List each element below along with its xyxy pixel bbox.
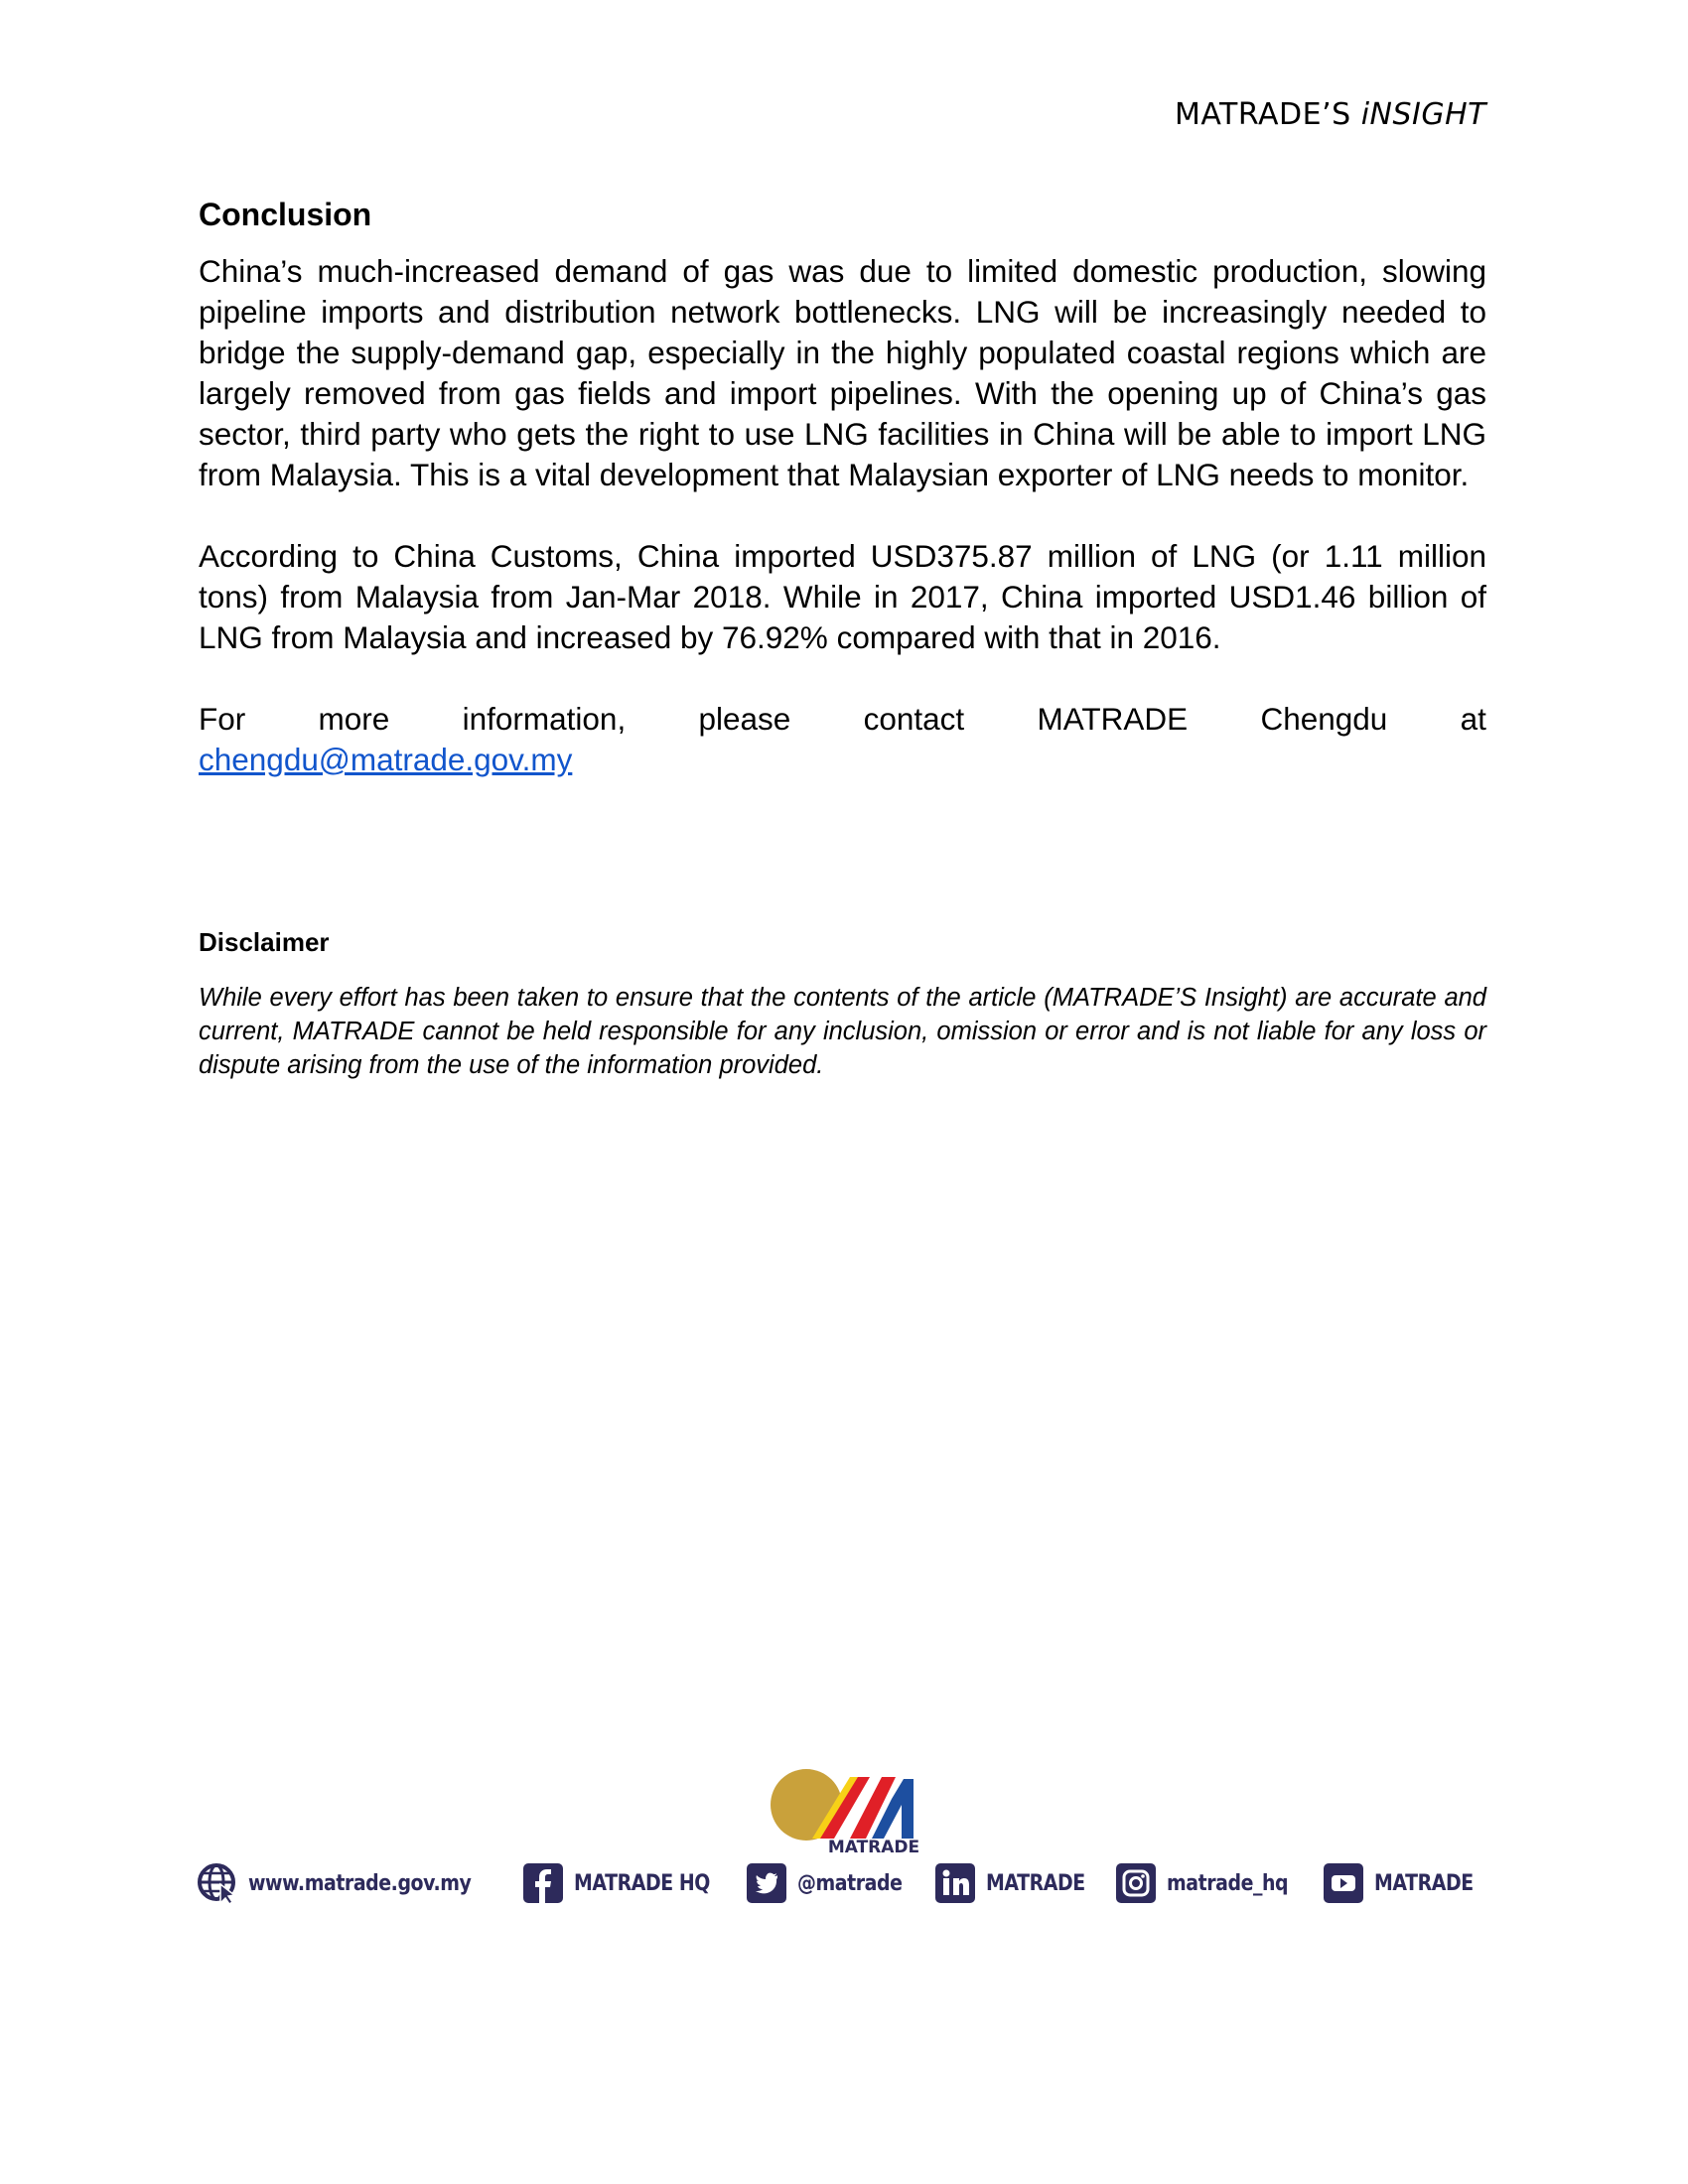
globe-icon [197, 1862, 238, 1904]
contact-word: please [698, 701, 791, 737]
facebook-label: MATRADE HQ [573, 1870, 710, 1896]
conclusion-section [199, 197, 1486, 780]
contact-email-link[interactable]: chengdu@matrade.gov.my [199, 742, 573, 777]
contact-info [199, 699, 1486, 780]
instagram-icon [1115, 1862, 1157, 1904]
contact-word: Chengdu [1260, 701, 1388, 737]
conclusion-heading: Conclusion [199, 197, 372, 232]
matrade-logo [765, 1765, 933, 1854]
footer-facebook[interactable] [522, 1862, 732, 1904]
matrade-logo-icon [765, 1765, 933, 1854]
youtube-icon [1323, 1862, 1364, 1904]
logo-text: MATRADE [827, 1838, 920, 1854]
contact-word: at [1460, 701, 1486, 737]
linkedin-icon [934, 1862, 976, 1904]
contact-word: more [318, 701, 390, 737]
contact-word: MATRADE [1037, 701, 1189, 737]
footer-youtube[interactable] [1323, 1862, 1489, 1904]
youtube-label: MATRADE [1373, 1870, 1474, 1896]
conclusion-paragraph-1: China’s much-increased demand of gas was due to limited domestic production, slowing pipeline imports and distribution network bottlenecks. LNG will be increasingly needed to bridge the supply-demand gap, especially in the highly populated coastal regions which are largely removed from gas fields and import pipelines. With the opening up of China’s gas sector, third party who gets the right to use LNG facilities in China will be able to import LNG from Malaysia. This is a vital development that Malaysian exporter of LNG needs to monitor. [199, 253, 1486, 492]
footer-website[interactable] [197, 1862, 507, 1904]
page-header [1175, 97, 1486, 132]
twitter-icon [746, 1862, 787, 1904]
website-label: www.matrade.gov.my [248, 1870, 472, 1896]
header-prefix: MATRADE’S [1174, 97, 1361, 132]
header-insight: iNSIGHT [1360, 97, 1486, 132]
disclaimer-text: While every effort has been taken to ensure that the contents of the article (MATRADE’S Insight) are accurate and current, MATRADE cannot be held responsible for any inclusion, omission or error and is not liable for any loss or dispute arising from the use of the information provided. [199, 984, 1486, 1079]
twitter-label: @matrade [797, 1870, 903, 1896]
contact-word: contact [863, 701, 965, 737]
footer-linkedin[interactable] [934, 1862, 1101, 1904]
facebook-icon [522, 1862, 564, 1904]
linkedin-label: MATRADE [985, 1870, 1085, 1896]
contact-word: information, [462, 701, 627, 737]
footer-instagram[interactable] [1115, 1862, 1308, 1904]
disclaimer-heading: Disclaimer [199, 927, 330, 957]
social-footer [197, 1862, 1489, 1904]
contact-word: For [199, 701, 246, 737]
conclusion-paragraph-2: According to China Customs, China imported USD375.87 million of LNG (or 1.11 million tons) from Malaysia from Jan-Mar 2018. While in 2017, China imported USD1.46 billion of LNG from Malaysia and increased by 76.92% compared with that in 2016. [199, 538, 1486, 655]
contact-line [199, 699, 1486, 740]
footer-twitter[interactable] [746, 1862, 919, 1904]
instagram-label: matrade_hq [1167, 1870, 1289, 1896]
